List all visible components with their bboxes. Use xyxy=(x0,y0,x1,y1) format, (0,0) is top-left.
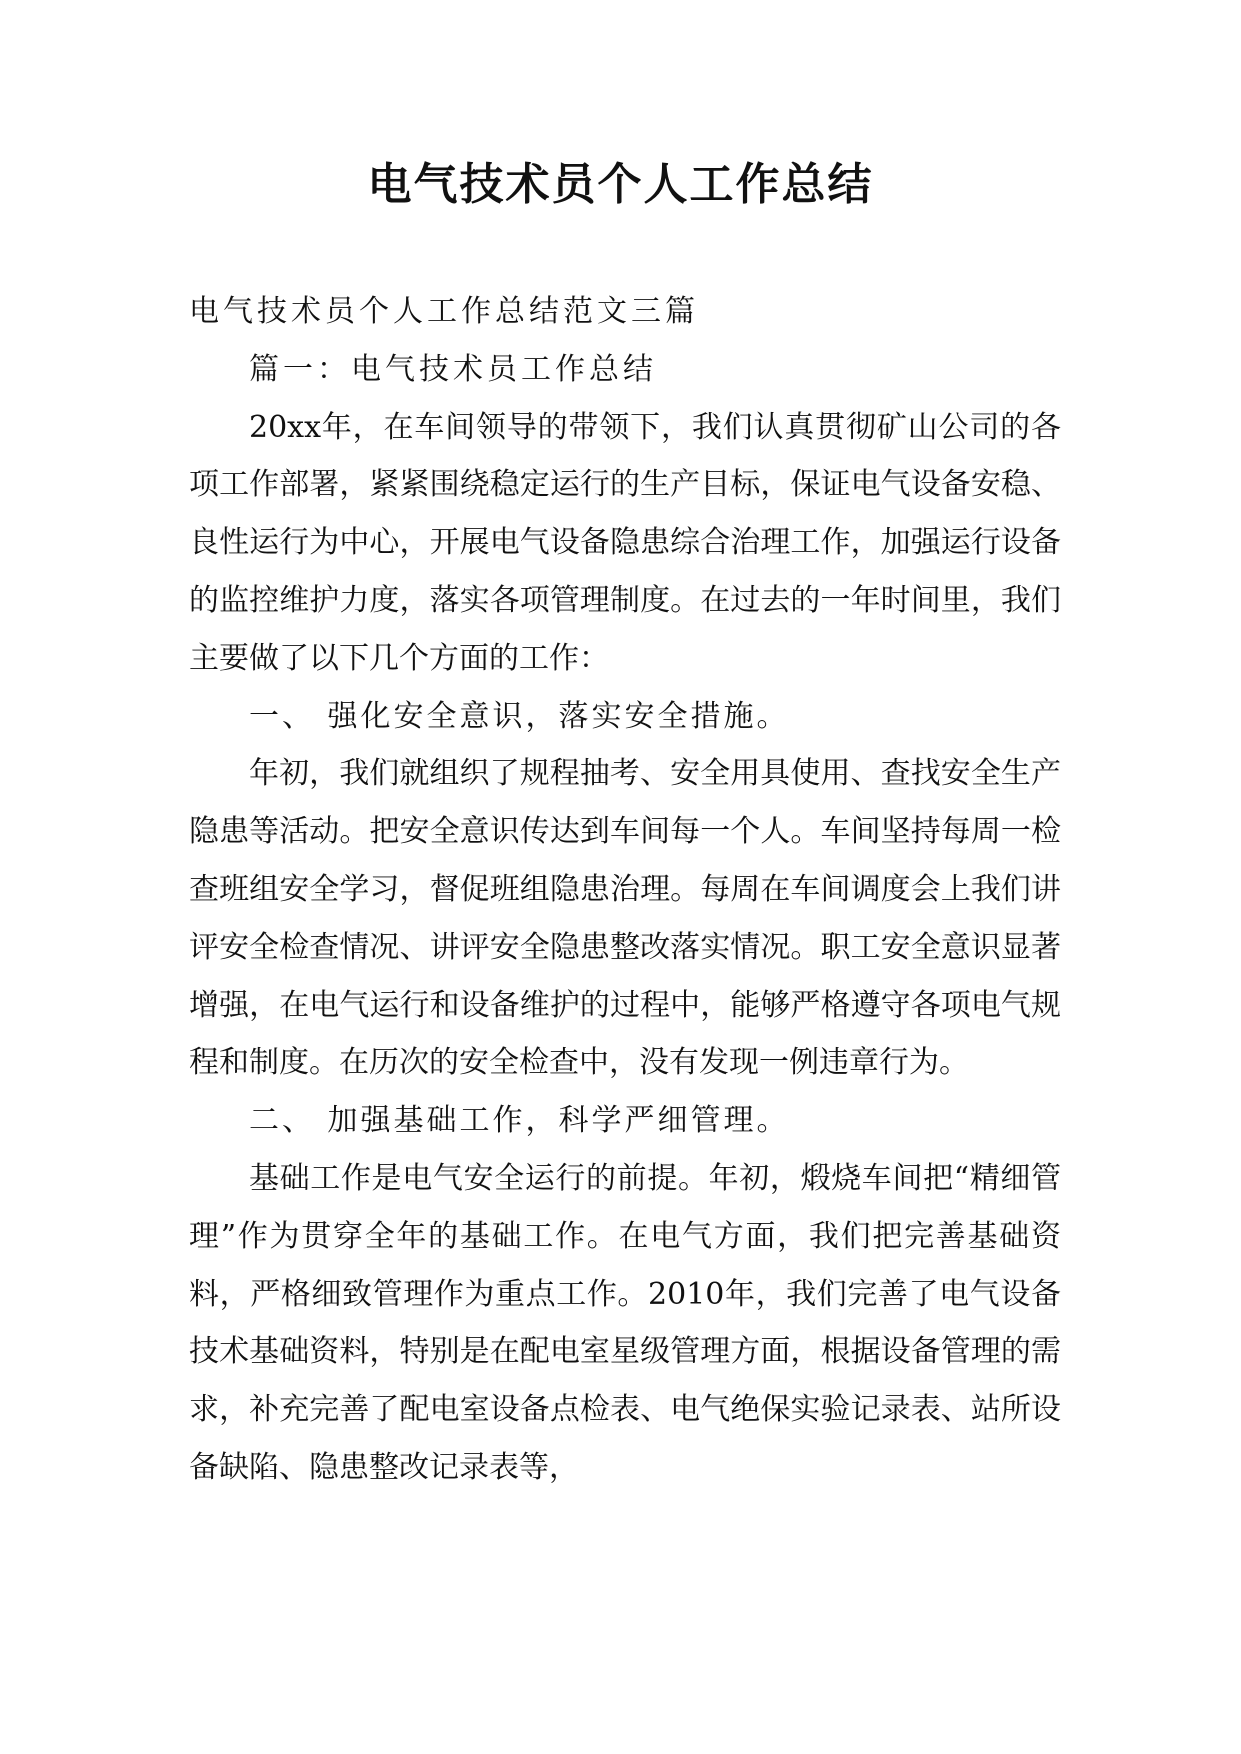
paragraph-foundation: 基础工作是电气安全运行的前提。年初，煅烧车间把“精细管理”作为贯穿全年的基础工作。在电气方面，我们把完善基础资料，严格细致管理作为重点工作。2010年，我们完善了电气设备技术基础资料，特别是在配电室星级管理方面，根据设备管理的需求，补充完善了配电室设备点检表、电气绝保实验记录表、站所设备缺陷、隐患整改记录表等， xyxy=(189,1160,1061,1485)
document-body xyxy=(189,283,1061,1497)
document-title: 电气技术员个人工作总结 xyxy=(367,159,874,210)
document-subtitle: 电气技术员个人工作总结范文三篇 xyxy=(189,294,699,329)
section-heading: 篇一：电气技术员工作总结 xyxy=(249,351,657,387)
item-heading-1: 一、 强化安全意识，落实安全措施。 xyxy=(249,698,790,734)
paragraph-safety: 年初，我们就组织了规程抽考、安全用具使用、查找安全生产隐患等活动。把安全意识传达到车间每一个人。车间坚持每周一检查班组安全学习，督促班组隐患治理。每周在车间调度会上我们讲评安全检查情况、讲评安全隐患整改落实情况。职工安全意识显著增强，在电气运行和设备维护的过程中，能够严格遵守各项电气规程和制度。在历次的安全检查中，没有发现一例违章行为。 xyxy=(189,756,1061,1081)
item-heading-2: 二、 加强基础工作，科学严细管理。 xyxy=(249,1103,790,1139)
paragraph-intro: 20xx年，在车间领导的带领下，我们认真贯彻矿山公司的各项工作部署，紧紧围绕稳定运行的生产目标，保证电气设备安稳、良性运行为中心，开展电气设备隐患综合治理工作，加强运行设备的监控维护力度，落实各项管理制度。在过去的一年时间里，我们主要做了以下几个方面的工作： xyxy=(189,409,1061,676)
